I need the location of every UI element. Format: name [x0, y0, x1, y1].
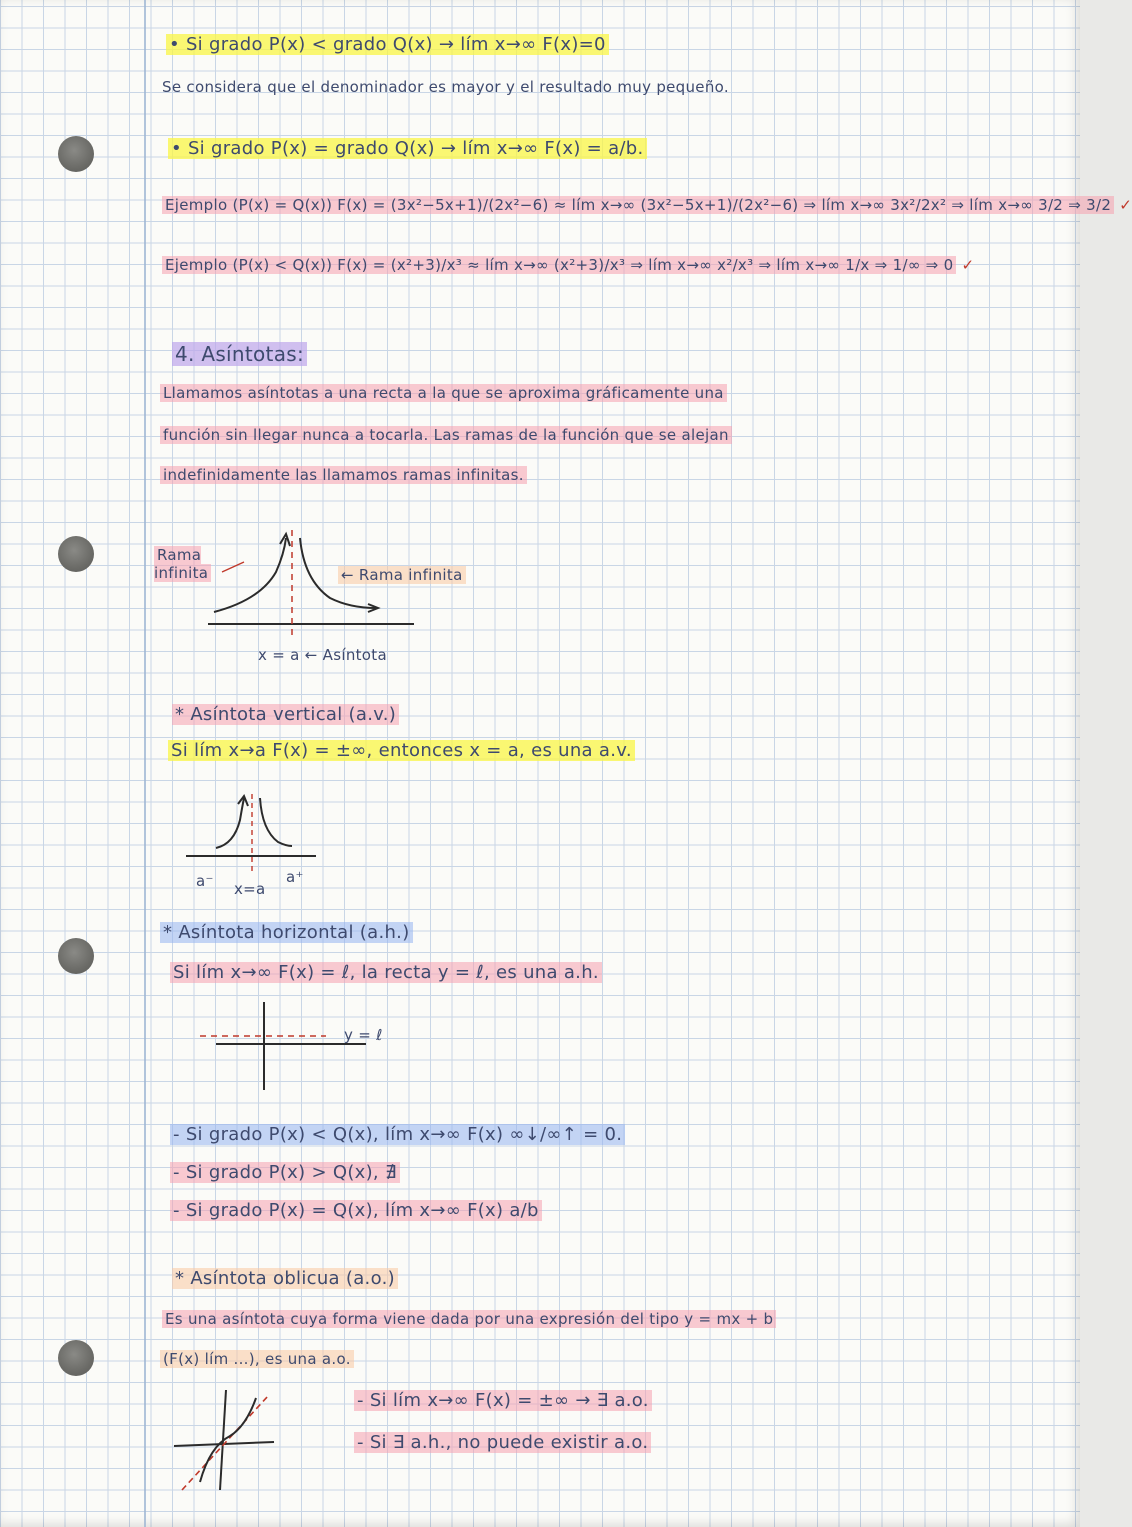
oblique-asymptote-rule-1: Es una asíntota cuya forma viene dada por una expresión del tipo y = mx + b: [162, 1310, 776, 1328]
vertical-asymptote-diagram: [182, 790, 322, 880]
horizontal-case-3: - Si grado P(x) = Q(x), lím x→∞ F(x) a/b: [170, 1200, 542, 1221]
oblique-asymptote-diagram: [170, 1386, 280, 1496]
check-mark-icon: ✓: [961, 256, 975, 274]
punch-hole: [58, 1340, 94, 1376]
oblique-asymptote-rule-2: (F(x) lím ...), es una a.o.: [160, 1350, 354, 1368]
vertical-asymptote-rule: Si lím x→a F(x) = ±∞, entonces x = a, es una a.v.: [168, 740, 635, 761]
oblique-asymptote-title: * Asíntota oblicua (a.o.): [172, 1268, 398, 1289]
section-heading: 4. Asíntotas:: [172, 342, 307, 366]
label-rama-infinita-left: Rama infinita: [154, 546, 224, 582]
punch-hole: [58, 136, 94, 172]
oblique-case-2: - Si ∃ a.h., no puede existir a.o.: [354, 1432, 651, 1453]
label-a-minus: a⁻: [196, 872, 214, 890]
label-a-plus: a⁺: [286, 868, 304, 886]
punch-hole: [58, 938, 94, 974]
right-branch-curve: [300, 538, 376, 608]
rule-degree-less: • Si grado P(x) < grado Q(x) → lím x→∞ F(x)=0: [166, 34, 609, 55]
asymptote-branch-diagram: [200, 520, 420, 660]
left-branch-curve: [216, 798, 244, 848]
oblique-case-1: - Si lím x→∞ F(x) = ±∞ → ∃ a.o.: [354, 1390, 652, 1411]
horizontal-asymptote-rule: Si lím x→∞ F(x) = ℓ, la recta y = ℓ, es una a.h.: [170, 962, 602, 983]
horizontal-asymptote-diagram: [196, 996, 376, 1096]
pointer-arrow-icon: [222, 562, 244, 572]
rule-degree-less-note: Se considera que el denominador es mayor y el resultado muy pequeño.: [162, 78, 729, 96]
label-x-equals-a: x=a: [234, 880, 266, 898]
horizontal-case-1: - Si grado P(x) < Q(x), lím x→∞ F(x) ∞↓/∞↑ = 0.: [170, 1124, 625, 1145]
label-y-equals-l: y = ℓ: [344, 1026, 383, 1044]
horizontal-asymptote-title: * Asíntota horizontal (a.h.): [160, 922, 413, 943]
definition-line-3: indefinidamente las llamamos ramas infinitas.: [160, 466, 527, 484]
vertical-asymptote-title: * Asíntota vertical (a.v.): [172, 704, 399, 725]
function-curve: [200, 1398, 256, 1482]
check-mark-icon: ✓: [1119, 196, 1132, 214]
definition-line-1: Llamamos asíntotas a una recta a la que se aproxima gráficamente una: [160, 384, 727, 402]
margin-line: [144, 0, 146, 1527]
horizontal-case-2: - Si grado P(x) > Q(x), ∄: [170, 1162, 400, 1183]
example-less-degree: Ejemplo (P(x) < Q(x)) F(x) = (x²+3)/x³ ≈ lím x→∞ (x²+3)/x³ ⇒ lím x→∞ x²/x³ ⇒ lím x→∞ 1/x ⇒ 1/∞ ⇒ 0 ✓: [162, 256, 974, 274]
example-equal-degree: Ejemplo (P(x) = Q(x)) F(x) = (3x²−5x+1)/(2x²−6) ≈ lím x→∞ (3x²−5x+1)/(2x²−6) ⇒ lím x→∞ 3x²/2x² ⇒ lím x→∞ 3/2 ⇒ 3/2 ✓: [162, 196, 1132, 214]
rule-degree-equal: • Si grado P(x) = grado Q(x) → lím x→∞ F(x) = a/b.: [168, 138, 647, 159]
punch-hole: [58, 536, 94, 572]
definition-line-2: función sin llegar nunca a tocarla. Las ramas de la función que se alejan: [160, 426, 732, 444]
label-rama-infinita-right: ← Rama infinita: [338, 566, 466, 584]
label-asintota: x = a ← Asíntota: [258, 646, 387, 664]
left-branch-curve: [214, 538, 286, 612]
right-branch-curve: [260, 798, 292, 846]
